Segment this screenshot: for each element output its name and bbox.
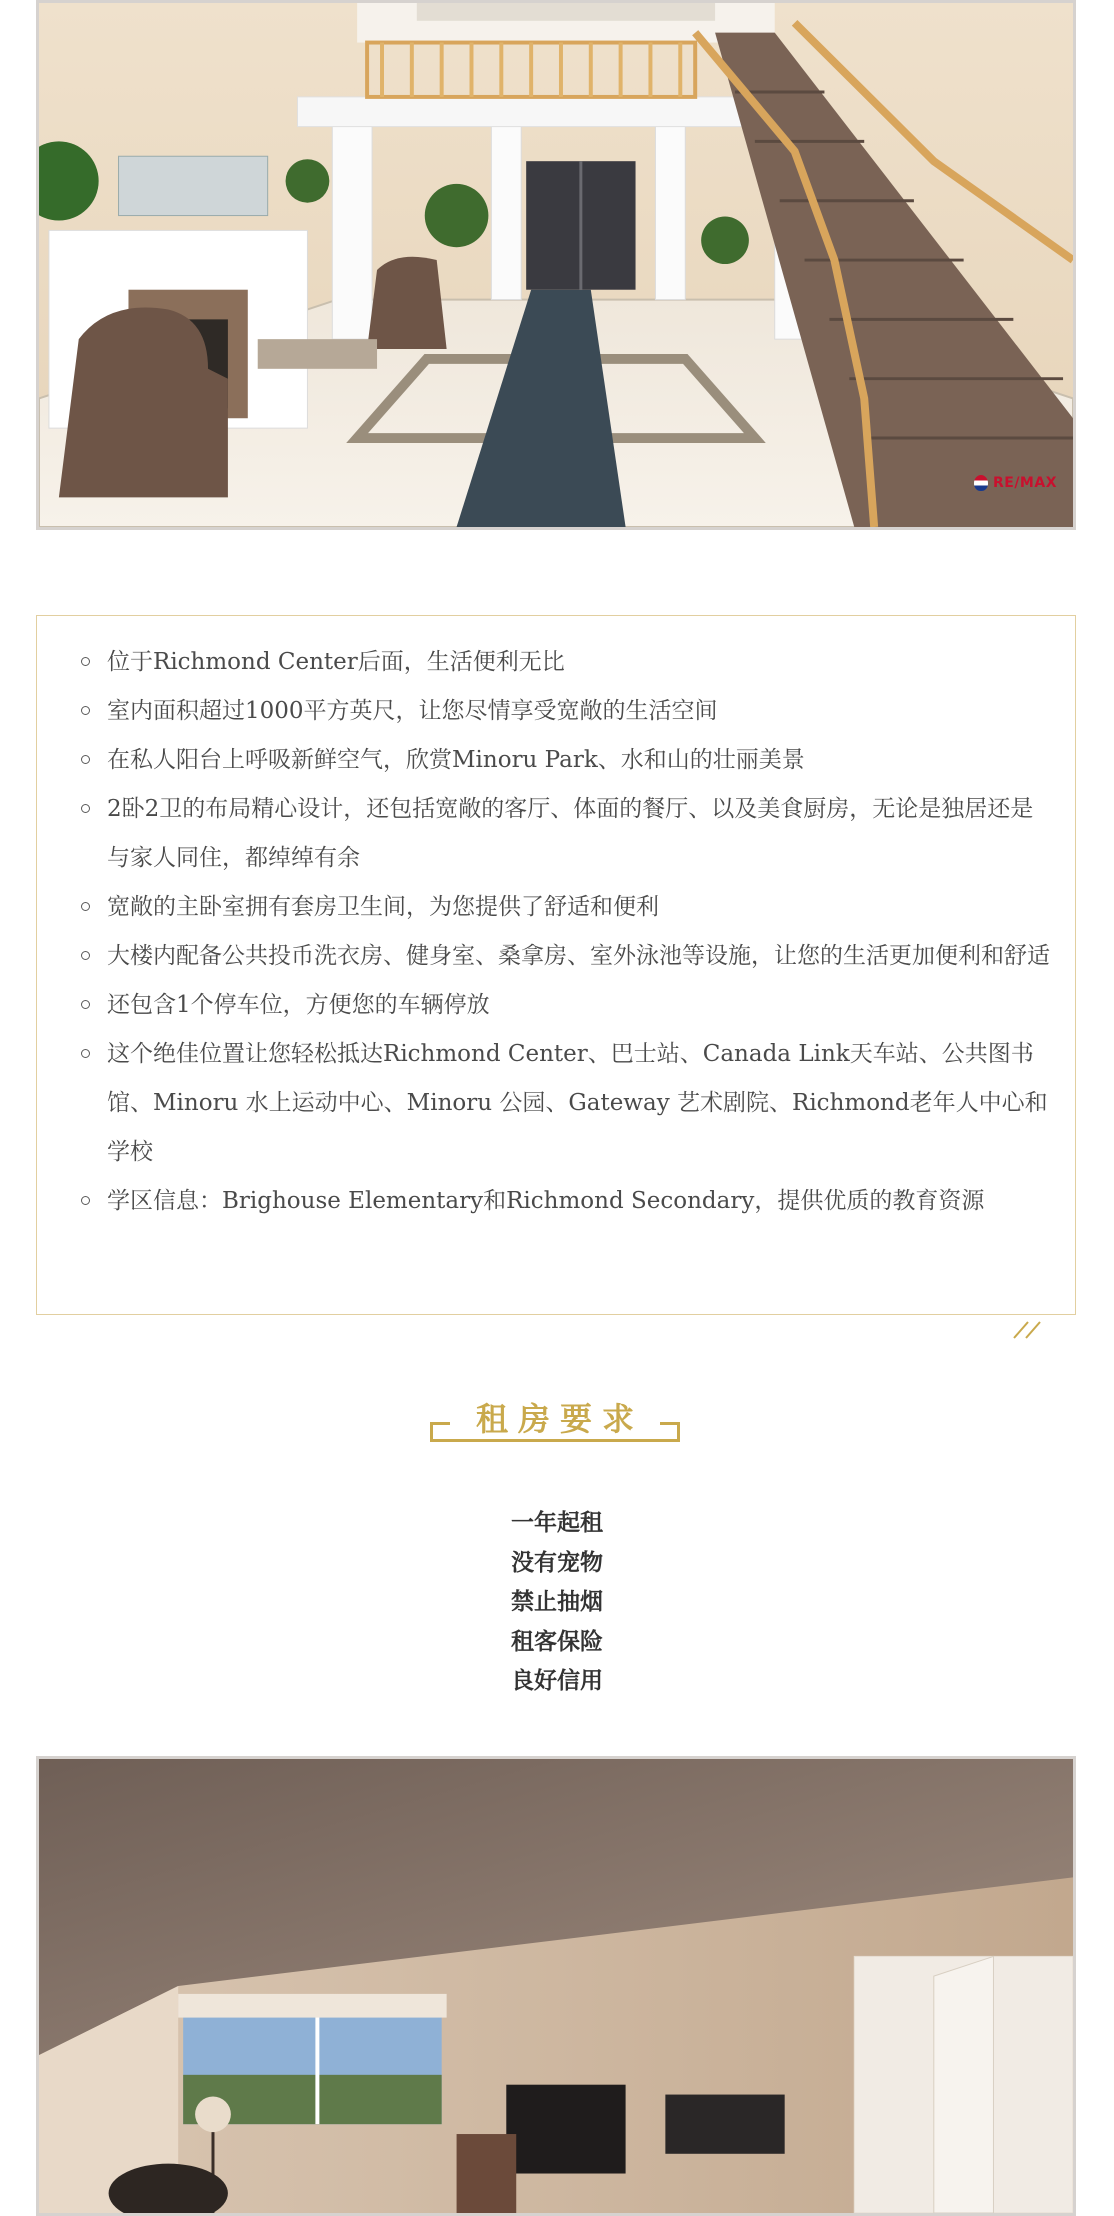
requirement-item: 没有宠物 [511,1549,603,1576]
feature-item: 还包含1个停车位，方便您的车辆停放 [73,981,1051,1030]
remax-watermark [974,475,1057,491]
requirement-item: 租客保险 [511,1628,603,1655]
feature-item: 宽敞的主卧室拥有套房卫生间，为您提供了舒适和便利 [73,883,1051,932]
requirements-list [0,1504,1114,1702]
feature-item: 大楼内配备公共投币洗衣房、健身室、桑拿房、室外泳池等设施，让您的生活更加便利和舒适 [73,932,1051,981]
section-title-text: 租房要求 [475,1400,644,1438]
double-slash-decoration-icon [1012,1318,1044,1340]
lobby-photo [36,0,1076,530]
watermark-brand: RE/MAX [992,475,1057,491]
feature-item: 这个绝佳位置让您轻松抵达Richmond Center、巴士站、Canada Link天车站、公共图书馆、Minoru 水上运动中心、Minoru 公园、Gateway 艺术剧院、Richmond老年人中心和学校 [73,1030,1051,1177]
requirement-item: 禁止抽烟 [511,1589,603,1615]
features-box [36,615,1076,1315]
requirements-section-title [430,1398,680,1448]
balloon-logo-icon [974,475,988,491]
feature-item: 室内面积超过1000平方英尺，让您尽情享受宽敞的生活空间 [73,687,1051,736]
requirement-item: 良好信用 [511,1668,603,1694]
requirement-item: 一年起租 [511,1510,603,1536]
feature-item: 学区信息：Brighouse Elementary和Richmond Secondary，提供优质的教育资源 [73,1177,1051,1226]
feature-item: 位于Richmond Center后面，生活便利无比 [73,638,1051,687]
feature-item: 在私人阳台上呼吸新鲜空气，欣赏Minoru Park、水和山的壮丽美景 [73,736,1051,785]
feature-item: 2卧2卫的布局精心设计，还包括宽敞的客厅、体面的餐厅、以及美食厨房，无论是独居还是与家人同住，都绰绰有余 [73,785,1051,883]
living-room-photo [36,1756,1076,2216]
features-list [73,638,1051,1226]
